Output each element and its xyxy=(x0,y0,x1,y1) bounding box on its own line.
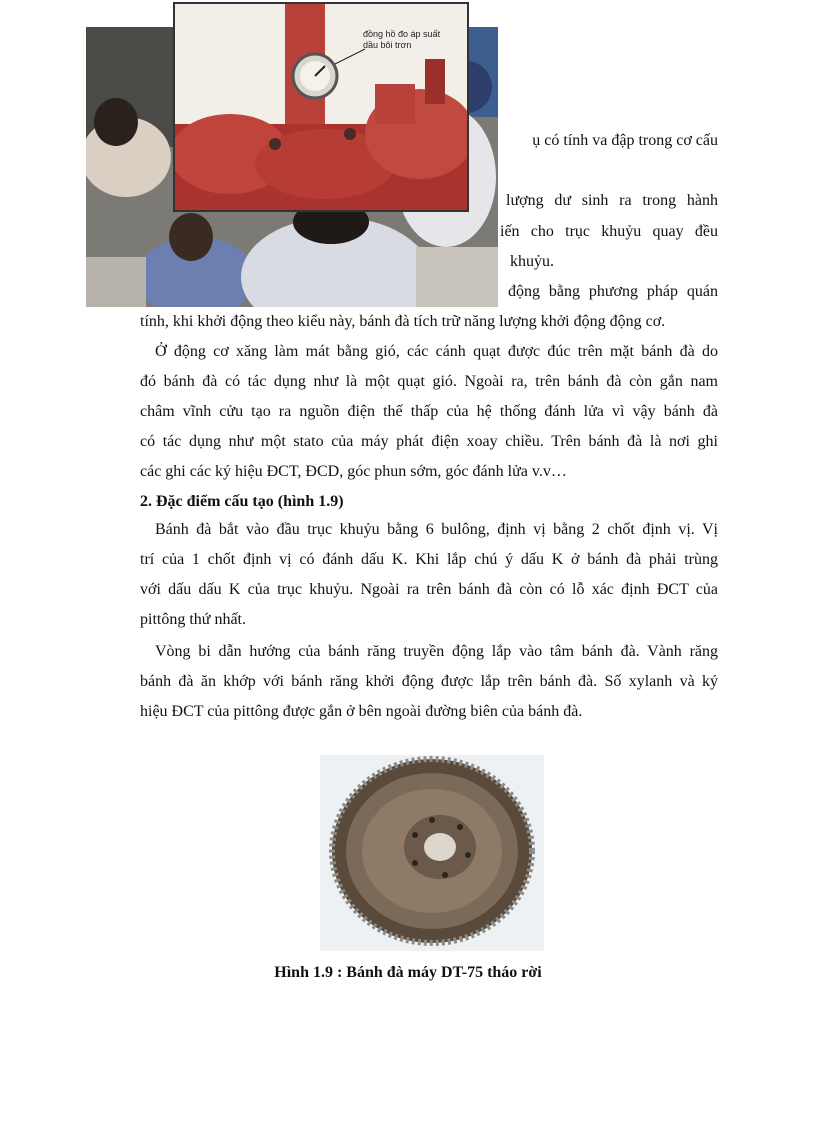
para3-line-2: trí của 1 chốt định vị có đánh dấu K. Khi lắp chú ý dấu K ở bánh đà phải trùng xyxy=(140,551,718,568)
flywheel-illustration xyxy=(320,755,544,951)
para3-line-4: pittông thứ nhất. xyxy=(140,611,246,628)
para1-last-line: tính, khi khởi động theo kiểu này, bánh đà tích trữ năng lượng khởi động động cơ. xyxy=(140,313,666,330)
flywheel-photo xyxy=(320,755,544,951)
partial-line-5: động bằng phương pháp quán xyxy=(508,283,718,300)
engine-gauge-photo xyxy=(173,2,469,212)
partial-line-4: khuỷu. xyxy=(510,253,554,270)
para2-line-2: đó bánh đà có tác dụng như là một quạt gió. Ngoài ra, trên bánh đà còn gắn nam xyxy=(140,373,718,390)
para4-line-2: bánh đà ăn khớp với bánh răng khởi động được lắp trên bánh đà. Số xylanh và ký xyxy=(140,673,718,690)
section-heading: 2. Đặc điểm cấu tạo (hình 1.9) xyxy=(140,493,344,510)
para4-line-3: hiệu ĐCT của pittông được gắn ở bên ngoài đường biên của bánh đà. xyxy=(140,703,583,720)
para3-line-3: với dấu dấu K của trục khuỷu. Ngoài ra trên bánh đà còn có lỗ xác định ĐCT của xyxy=(140,581,718,598)
gauge-label-line1: đồng hồ đo áp suất xyxy=(363,29,441,39)
gauge-label-line2: dầu bôi trơn xyxy=(363,40,412,50)
para2-line-4: có tác dụng như một stato của máy phát điện xoay chiều. Trên bánh đà là nơi ghi xyxy=(140,433,718,450)
partial-line-3: iến cho trục khuỷu quay đều xyxy=(500,223,718,240)
para2-line-3: châm vĩnh cửu tạo ra nguồn điện thế thấp của hệ thống đánh lửa vì vậy bánh đà xyxy=(140,403,718,420)
gauge-label xyxy=(363,29,440,51)
para2-line-5: các ghi các ký hiệu ĐCT, ĐCD, góc phun sớm, góc đánh lửa v.v… xyxy=(140,463,567,480)
figure-caption: Hình 1.9 : Bánh đà máy DT-75 tháo rời xyxy=(274,964,542,981)
para2-line-1: Ở động cơ xăng làm mát bằng gió, các cánh quạt được đúc trên mặt bánh đà do xyxy=(155,343,718,360)
partial-line-1: ụ có tính va đập trong cơ cấu xyxy=(532,132,718,149)
partial-line-2: lượng dư sinh ra trong hành xyxy=(506,192,718,209)
para4-line-1: Vòng bi dẫn hướng của bánh răng truyền động lắp vào tâm bánh đà. Vành răng xyxy=(155,643,718,660)
para3-line-1: Bánh đà bắt vào đầu trục khuỷu bằng 6 bulông, định vị bằng 2 chốt định vị. Vị xyxy=(155,521,718,538)
